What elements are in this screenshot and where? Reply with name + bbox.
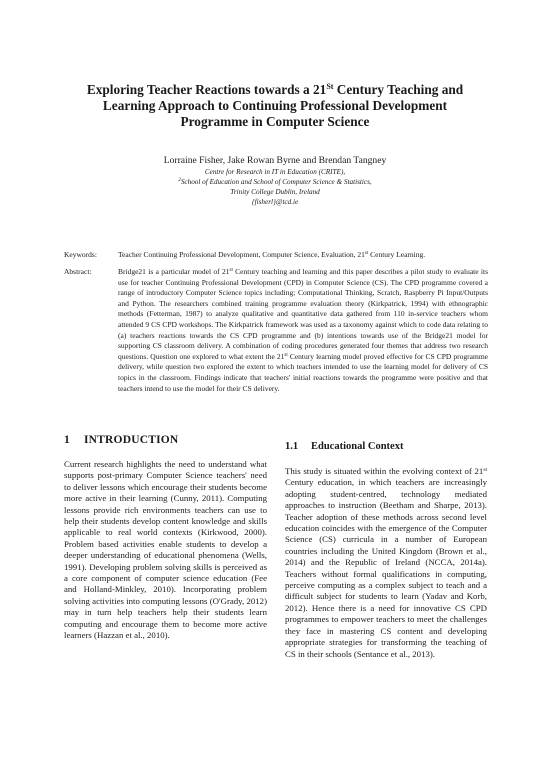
keywords-label: Keywords: <box>64 250 97 259</box>
affiliation-superscript: 2 <box>178 178 181 183</box>
title-line-1-start: Exploring Teacher Reactions towards a 21 <box>86 82 327 97</box>
abstract-part-2: Century teaching and learning and this paper describes a pilot study to evaluate its use for teacher Continuing Professional Development (CPD) in Computer Science (CS). The CPD programme covered a range of introductory Computer Science topics including; Computational Thinking, Scratch, Raspberry Pi Input/Outputs and Python. The researchers combined training programme evaluation theory (Kirkpatrick, 1994) with ethnographic methods (Fetterman, 1987) to analyze qualitative and quantitative data gathered from 110 in-service teachers whom attended 9 CS CPD workshops. The Kirkpatrick framework was used as a taxonomy against which to code data relating to (a) teachers reactions towards the CS CPD programme and (b) intentions towards use of the Bridge21 model for supporting CS classroom delivery. A combination of coding procedures generated four themes that address two research questions. Question one explored to what extent the 21 <box>118 267 488 361</box>
section-heading-introduction <box>64 433 178 447</box>
affiliation-line-1: Centre for Research in IT in Education (CRITE), <box>204 168 346 176</box>
subsection-heading-educational-context <box>285 440 403 454</box>
title-line-2: Learning Approach to Continuing Professional Development <box>102 98 448 113</box>
contact-email: {fisherl}@tcd.ie <box>251 198 299 206</box>
subsection-number: 1.1 <box>285 441 299 452</box>
section-number: 1 <box>64 434 70 446</box>
abstract-label: Abstract: <box>64 267 92 276</box>
introduction-paragraph: Current research highlights the need to understand what supports post-primary Computer Science teachers' need to deliver lessons which encourage their students become more active in their learning (Cunny, 2011). Computing lessons provide rich environments teachers can use to help their students develop content knowledge and skills applicable to real world contexts (Kirkwood, 2000). Problem based activities enable students to develop a deeper understanding of educational phenomena (Wells, 1991). Developing problem solving skills is perceived as a core component of computer science education (Fee and Holland-Minkley, 2010). Incorporating problem solving activities into computing lessons (O'Grady, 2012) may in turn help teachers help their students learn computing and encourage them to become more active learners (Hazzan et al., 2010). <box>64 459 267 641</box>
keywords-text <box>118 250 488 261</box>
section-title: INTRODUCTION <box>84 434 179 446</box>
abstract-part-3: Century learning model proved effective for CS CPD programme delivery, while question two explored the extent to which teachers intended to use the learning model for delivery of CS topics in the classroom. Findings indicate that teachers' initial reactions towards the programme were positive and that teachers intend to use the model for their CS delivery. <box>118 351 488 393</box>
affiliation-line-2 <box>60 177 490 187</box>
affiliation-line-3: Trinity College Dublin, Ireland <box>230 188 320 196</box>
subsection-title: Educational Context <box>311 441 404 452</box>
educational-context-paragraph <box>285 466 487 660</box>
keywords-text-end: Century Learning. <box>368 250 426 259</box>
abstract-part-1: Bridge21 is a particular model of 21 <box>118 267 230 276</box>
author-list: Lorraine Fisher, Jake Rowan Byrne and Brendan Tangney <box>163 155 387 166</box>
affiliation-line-2-text: School of Education and School of Computer Science & Statistics, <box>180 178 372 186</box>
context-text-end: Century education, in which teachers are increasingly adopting student-centred, technology mediated approaches to instruction (Beetham and Sharpe, 2013). Teacher adoption of these methods across second level education coincides with the emergence of the Computer Science (CS) curricula in a number of European countries including the United Kingdom (Brown et al., 2014) and the Republic of Ireland (NCCA, 2014a). Teachers without formal qualifications in computing, perceive computing as a complex subject to teach and a difficult subject for students to learn (Yadav and Korb, 2012). Hence there is a need for innovative CS CPD programmes to empower teachers to meet the challenges they face in mastering CS content and developing appropriate strategies for transforming the teaching of CS in their schools (Sentance et al., 2013). <box>285 477 487 659</box>
context-text-start: This study is situated within the evolving context of 21 <box>285 466 484 476</box>
abstract-superscript-1: st <box>229 268 233 273</box>
title-line-1-end: Century Teaching and <box>333 82 464 97</box>
title-line-3: Programme in Computer Science <box>180 114 370 129</box>
keywords-text-start: Teacher Continuing Professional Development, Computer Science, Evaluation, 21 <box>118 250 365 259</box>
abstract-superscript-2: st <box>284 352 288 358</box>
keywords-superscript: st <box>364 251 369 256</box>
context-superscript: st <box>483 467 487 473</box>
abstract-text <box>118 267 488 394</box>
title-superscript: St <box>326 82 334 91</box>
title-line-1 <box>87 82 463 97</box>
paper-title <box>55 82 495 130</box>
